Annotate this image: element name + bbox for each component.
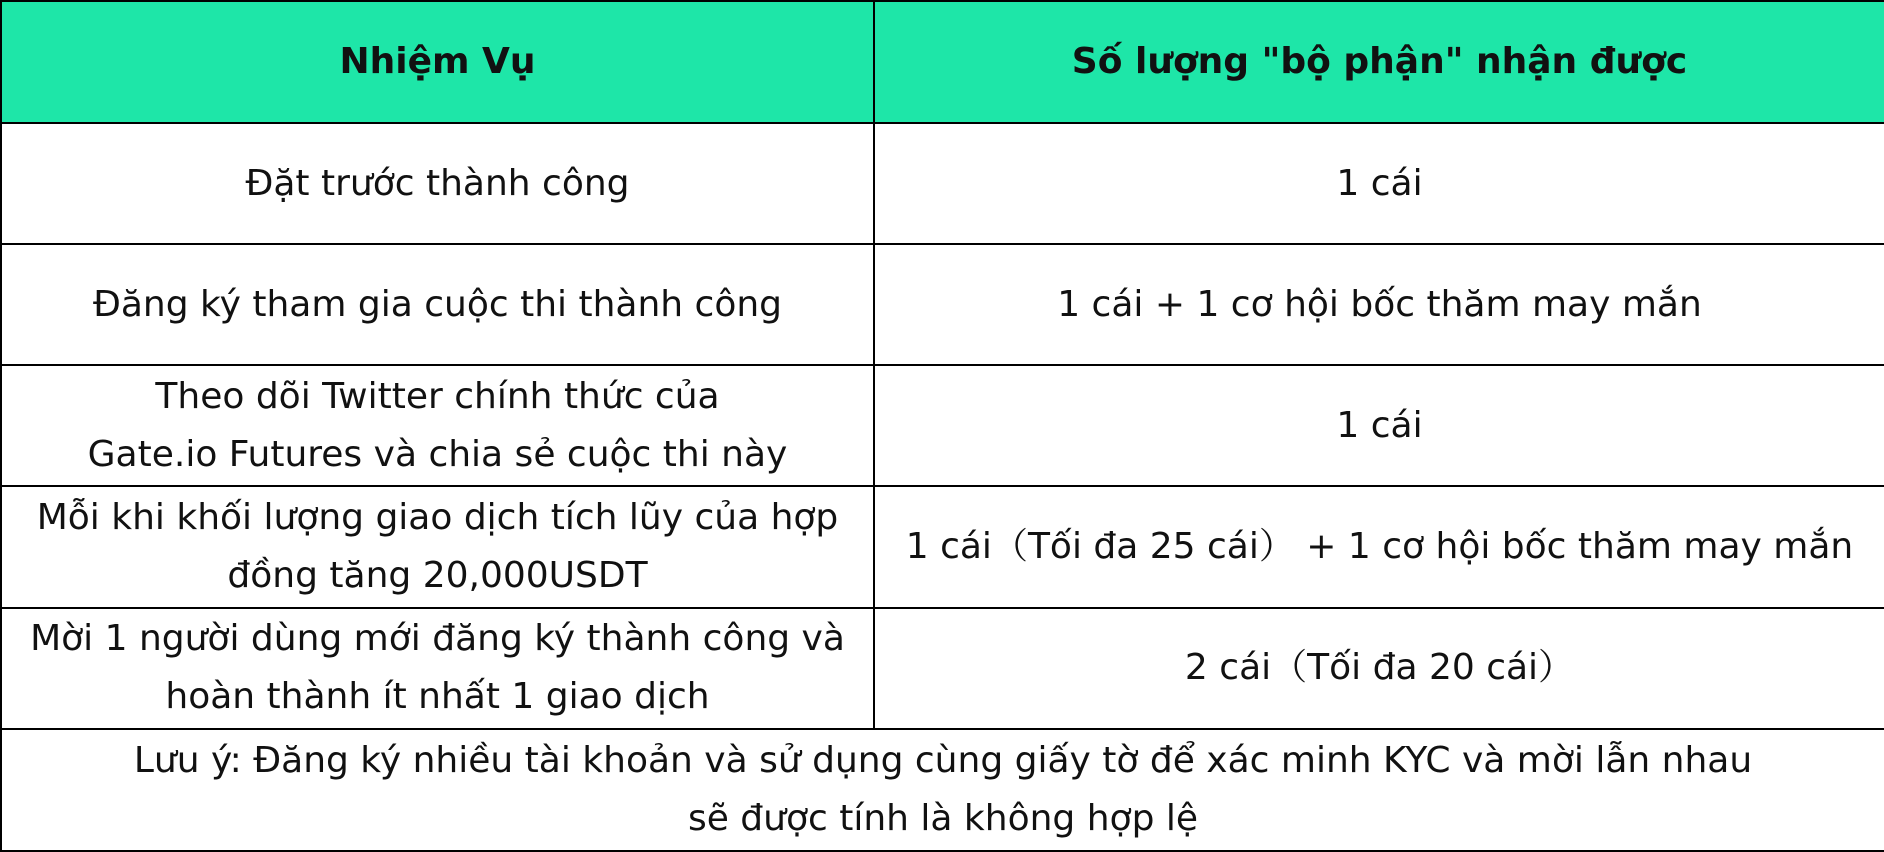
quantity-cell — [874, 365, 1884, 486]
header-quantity — [874, 1, 1884, 123]
quantity-text: 2 cái（Tối đa 20 cái） — [1184, 647, 1575, 689]
table-row — [1, 244, 1884, 365]
note-text: Lưu ý: Đăng ký nhiều tài khoản và sử dụng cùng giấy tờ để xác minh KYC và mời lẫn nhau sẽ được tính là không hợp lệ — [133, 739, 1753, 839]
quantity-text: 1 cái — [1336, 162, 1423, 204]
task-cell — [1, 123, 874, 244]
task-text: Mời 1 người dùng mới đăng ký thành công và hoàn thành ít nhất 1 giao dịch — [30, 618, 845, 718]
quantity-text: 1 cái + 1 cơ hội bốc thăm may mắn — [1057, 283, 1702, 325]
task-cell — [1, 244, 874, 365]
quantity-cell — [874, 486, 1884, 607]
quantity-cell — [874, 123, 1884, 244]
table-header-row — [1, 1, 1884, 123]
header-task — [1, 1, 874, 123]
task-cell — [1, 608, 874, 729]
task-text: Đăng ký tham gia cuộc thi thành công — [92, 283, 783, 325]
quantity-cell — [874, 244, 1884, 365]
note-row — [1, 729, 1884, 851]
task-text: Đặt trước thành công — [245, 162, 630, 204]
task-text: Theo dõi Twitter chính thức của Gate.io Futures và chia sẻ cuộc thi này — [87, 375, 788, 475]
quantity-text: 1 cái（Tối đa 25 cái） + 1 cơ hội bốc thăm may mắn — [905, 526, 1854, 568]
header-quantity-label: Số lượng "bộ phận" nhận được — [1071, 41, 1688, 82]
task-text: Mỗi khi khối lượng giao dịch tích lũy của hợp đồng tăng 20,000USDT — [36, 497, 839, 597]
header-task-label: Nhiệm Vụ — [339, 41, 536, 82]
quantity-text: 1 cái — [1336, 404, 1423, 446]
table-row — [1, 365, 1884, 486]
table-row — [1, 486, 1884, 607]
note-cell — [1, 729, 1884, 851]
quantity-cell — [874, 608, 1884, 729]
task-cell — [1, 486, 874, 607]
table-row — [1, 123, 1884, 244]
task-cell — [1, 365, 874, 486]
table-row — [1, 608, 1884, 729]
